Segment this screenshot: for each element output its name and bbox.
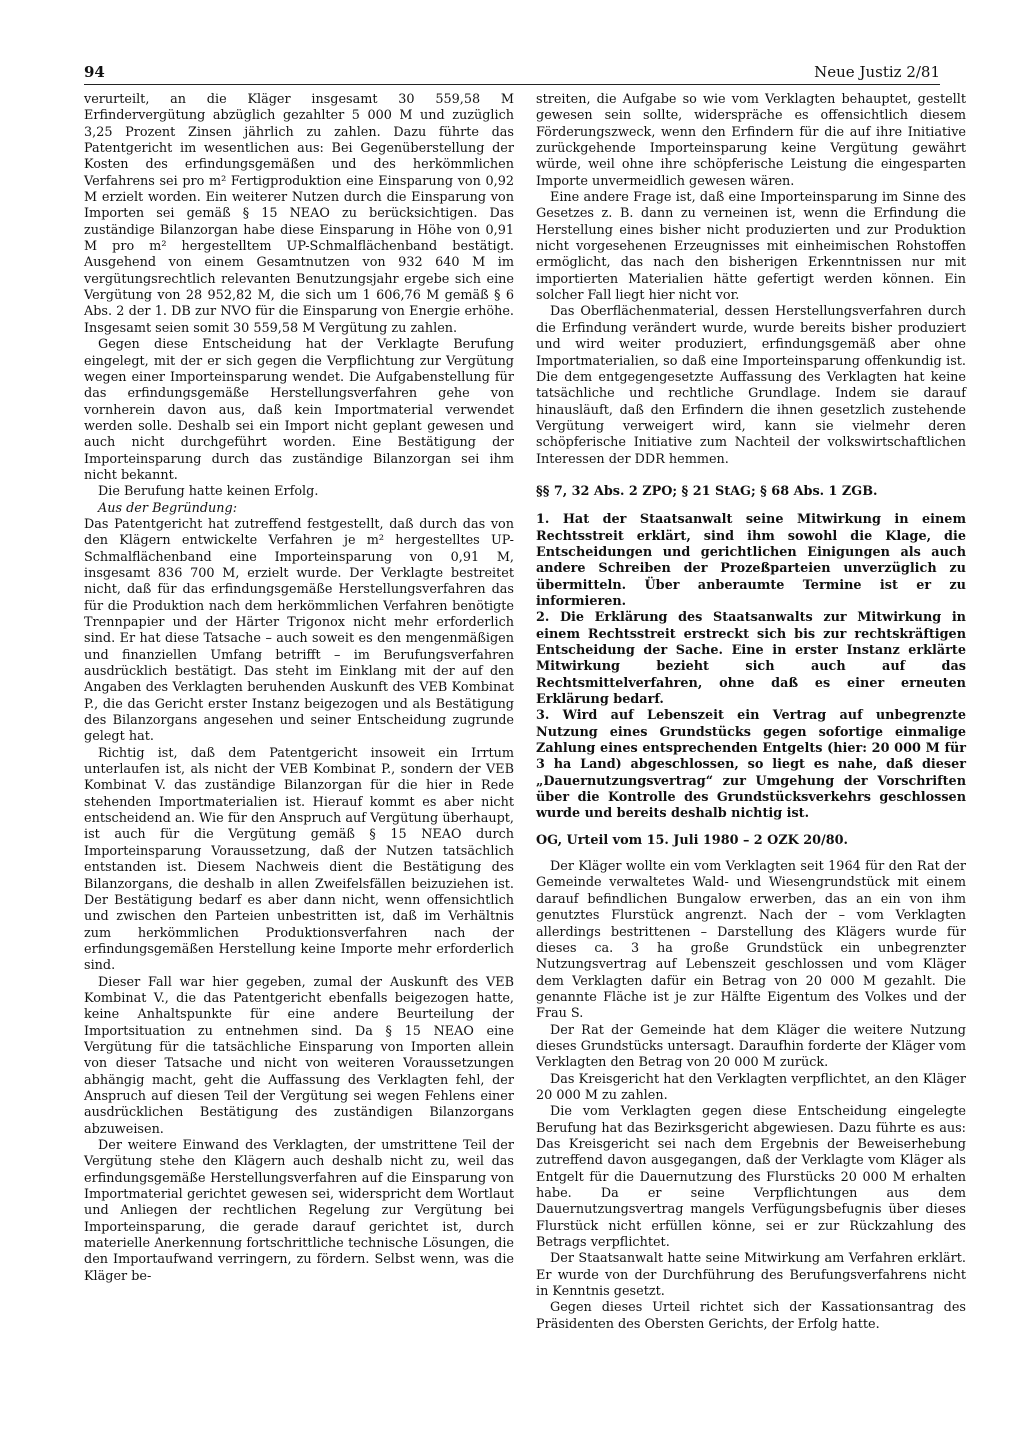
paragraph: Der Staatsanwalt hatte seine Mitwirkung am Verfahren erklärt. Er wurde von der Durchführung des Berufungsverfahrens nicht in Kenntnis gesetzt. [536,1251,966,1300]
paragraph-continued: verurteilt, an die Kläger insgesamt 30 559,58 M Erfindervergütung abzüglich gezahlter 5 000 M und zuzüglich 3,25 Prozent Zinsen jährlich zu zahlen. Dazu führte das Patentgericht im wesentlichen aus: Bei Gegenüberstellung der Kosten des erfindungsgemäßen und des herkömmlichen Verfahrens sei pro m² Fertigproduktion eine Einsparung von 0,92 M erzielt worden. Ein weiterer Nutzen durch die Einsparung von Importen sei gemäß § 15 NEAO zu berücksichtigen. Das zuständige Bilanzorgan habe diese Einsparung in Höhe von 0,91 M pro m² hergestelltem UP-Schmalflächenband bestätigt. Ausgehend von einem Gesamtnutzen von 932 640 M im vergütungsrechtlich relevanten Benutzungsjahr ergebe sich eine Vergütung von 28 952,82 M, die sich um 1 606,76 M gemäß § 6 Abs. 2 der 1. DB zur NVO für die Einsparung von Energie erhöhe. Insgesamt seien somit 30 559,58 M Vergütung zu zahlen. [84,92,514,336]
paragraph-continued: streiten, die Aufgabe so wie vom Verklagten behauptet, gestellt gewesen sein sollte, widerspräche es offensichtlich diesem Förderungszweck, wenn den Erfindern für die auf ihre Initiative zurückgehende Importeinsparung keine Vergütung gewährt würde, weil ohne ihre schöpferische Leistung die eingesparten Importe unvermeidlich gewesen wären. [536,92,966,189]
paragraph: Die Berufung hatte keinen Erfolg. [98,484,319,500]
paragraph: Richtig ist, daß dem Patentgericht insoweit ein Irrtum unterlaufen ist, als nicht der VEB Kombinat P., sondern der VEB Kombinat V. das zuständige Bilanzorgan für die hier in Rede stehenden Importmaterialien ist. Hierauf kommt es aber nicht entscheidend an. Wie für den Anspruch auf Vergütung überhaupt, ist auch für die Vergütung gemäß § 15 NEAO durch Importeinsparung Voraussetzung, daß der Nutzen tatsächlich entstanden ist. Diesem Nachweis dient die Bestätigung des Bilanzorgans, die deshalb in allen Zweifelsfällen beizuziehen ist. Der Bestätigung bedarf es aber dann nicht, wenn offensichtlich und zwischen den Parteien unbestritten ist, daß im Verhältnis zum herkömmlichen Produktionsverfahren nach der erfindungsgemäßen Herstellung keine Importe mehr erforderlich sind. [84,745,514,974]
header-rule [84,84,940,85]
left-column [84,92,514,1285]
paragraph: Der Kläger wollte ein vom Verklagten seit 1964 für den Rat der Gemeinde verwaltetes Wald- und Wiesengrundstück mit einem darauf befindlichen Bungalow erwerben, das an ein von ihm genutztes Flurstück angrenzt. Nach der – vom Verklagten allerdings bestrittenen – Darstellung des Klägers wurde für dieses ca. 3 ha große Grundstück ein unbegrenzter Nutzungsvertrag auf Lebenszeit geschlossen und vom Kläger dem Verklagten dafür ein Betrag von 20 000 M gezahlt. Die genannte Fläche ist je zur Hälfte Eigentum des Volkes und der Frau S. [536,859,966,1022]
paragraph: Das Kreisgericht hat den Verklagten verpflichtet, an den Kläger 20 000 M zu zahlen. [536,1071,966,1103]
paragraph: Gegen dieses Urteil richtet sich der Kassationsantrag des Präsidenten des Obersten Gerichts, der Erfolg hatte. [536,1300,966,1332]
page-number: 94 [84,63,105,81]
paragraph: Der weitere Einwand des Verklagten, der umstrittene Teil der Vergütung stehe den Klägern auch deshalb nicht zu, weil das erfindungsgemäße Herstellungsverfahren auf die Einsparung von Importmaterial gerichtet gewesen sei, widerspricht dem Wortlaut und Anliegen der rechtlichen Regelung zur Vergütung bei Importeinsparung, die gerade darauf gerichtet ist, durch materielle Anerkennung fortschrittliche technische Lösungen, die den Importaufwand verringern, zu fördern. Selbst wenn, was die Kläger be- [84,1138,514,1284]
right-column [536,92,966,1333]
headnote: 2. Die Erklärung des Staatsanwalts zur Mitwirkung in einem Rechtsstreit erstreckt sich bis zur rechtskräftigen Entscheidung der Sache. Eine in erster Instanz erklärte Mitwirkung bezieht sich auch auf das Rechtsmittelverfahren, ohne daß es einer erneuten Erklärung bedarf. [536,610,966,708]
headnote: 3. Wird auf Lebenszeit ein Vertrag auf unbegrenzte Nutzung eines Grundstücks gegen sofortige einmalige Zahlung eines entsprechenden Entgelts (hier: 20 000 M für 3 ha Land) abgeschlossen, so liegt es nahe, daß dieser „Dauernutzungsvertrag“ zur Umgehung der Vorschriften über die Kontrolle des Grundstücksverkehrs geschlossen wurde und bereits deshalb nichtig ist. [536,708,966,822]
paragraph: Eine andere Frage ist, daß eine Importeinsparung im Sinne des Gesetzes z. B. dann zu verneinen ist, wenn die Erfindung die Herstellung eines bisher nicht produzierten und zur Produktion nicht vorgesehenen Erzeugnisses mit einheimischen Rohstoffen ermöglicht, das nach den bisherigen Erkenntnissen nur mit importierten Materialien hätte gefertigt werden können. Ein solcher Fall liegt hier nicht vor. [536,190,966,304]
subheading-reasoning: Aus der Begründung: [98,500,238,516]
paragraph: Dieser Fall war hier gegeben, zumal der Auskunft des VEB Kombinat V., die das Patentgericht ebenfalls beigezogen hatte, keine Anhaltspunkte für eine andere Beurteilung der Importsituation zu entnehmen sind. Da § 15 NEAO eine Vergütung für die tatsächliche Einsparung von Importen allein von dieser Tatsache und nicht von weiteren Voraussetzungen abhängig macht, geht die Auffassung des Verklagten fehl, der Anspruch auf diesen Teil der Vergütung sei wegen Fehlens einer ausdrücklichen Bestätigung des zuständigen Bilanzorgans abzuweisen. [84,974,514,1137]
paragraph: Der Rat der Gemeinde hat dem Kläger die weitere Nutzung dieses Grundstücks untersagt. Daraufhin forderte der Kläger vom Verklagten den Betrag von 20 000 M zurück. [536,1022,966,1071]
statute-reference-heading: §§ 7, 32 Abs. 2 ZPO; § 21 StAG; § 68 Abs. 1 ZGB. [536,483,878,499]
paragraph: Die vom Verklagten gegen diese Entscheidung eingelegte Berufung hat das Bezirksgericht abgewiesen. Dazu führte es aus: Das Kreisgericht sei nach dem Ergebnis der Beweiserhebung zutreffend davon ausgegangen, daß der Verklagte vom Kläger als Entgelt für die Dauernutzung des Flurstücks 20 000 M erhalten habe. Da er seine Verpflichtungen aus dem Dauernutzungsvertrag mangels Verfügungsbefugnis über dieses Flurstück nicht erfüllen könne, sei er zur Rückzahlung des Betrags verpflichtet. [536,1104,966,1251]
paragraph: Das Oberflächenmaterial, dessen Herstellungsverfahren durch die Erfindung verändert wurde, wurde bereits bisher produziert und wird weiter produziert, erfindungsgemäß aber ohne Importmaterialien, so daß eine Importeinsparung offenkundig ist. Die dem entgegengesetzte Auffassung des Verklagten hat keine tatsächliche und rechtliche Grundlage. Indem sie darauf hinausläuft, daß den Erfindern die ihnen gesetzlich zustehende Vergütung verweigert wird, kann sie vielmehr deren schöpferische Initiative zum Nachteil der volkswirtschaftlichen Interessen der DDR hemmen. [536,304,966,467]
headnote: 1. Hat der Staatsanwalt seine Mitwirkung in einem Rechtsstreit erklärt, sind ihm sowohl die Klage, die Entscheidungen und gerichtlichen Einigungen als auch andere Schreiben der Prozeßparteien unverzüglich zu übermitteln. Über anberaumte Termine ist er zu informieren. [536,512,966,609]
running-header [84,60,940,84]
journal-issue: Neue Justiz 2/81 [814,63,940,81]
paragraph: Gegen diese Entscheidung hat der Verklagte Berufung eingelegt, mit der er sich gegen die Verpflichtung zur Vergütung wegen einer Importeinsparung wendet. Die Aufgabenstellung für das erfindungsgemäße Herstellungsverfahren gehe von vornherein davon aus, daß kein Importmaterial verwendet werden solle. Deshalb sei ein Import nicht geplant gewesen und auch nicht durchgeführt worden. Eine Bestätigung der Importeinsparung durch das zuständige Bilanzorgan sei ihm nicht bekannt. [84,337,514,483]
paragraph-continued: Das Patentgericht hat zutreffend festgestellt, daß durch das von den Klägern entwickelte Verfahren je m² hergestelltes UP-Schmalflächenband eine Importeinsparung von 0,91 M, insgesamt 836 700 M, erzielt wurde. Der Verklagte bestreitet nicht, daß für das erfindungsgemäße Herstellungsverfahren das für die Produktion nach dem herkömmlichen Verfahren benötigte Trennpapier und der Härter Trigonox nicht mehr erforderlich sind. Er hat diese Tatsache – auch soweit es den mengenmäßigen und finanziellen Umfang betrifft – im Berufungsverfahren ausdrücklich bestätigt. Das steht im Einklang mit der auf den Angaben des Verklagten beruhenden Auskunft des VEB Kombinat P., die das Gericht erster Instanz beigezogen und als Bestätigung des Bilanzorgans angesehen und seiner Entscheidung zugrunde gelegt hat. [84,516,514,745]
court-decision-citation: OG, Urteil vom 15. Juli 1980 – 2 OZK 20/80. [536,832,848,848]
